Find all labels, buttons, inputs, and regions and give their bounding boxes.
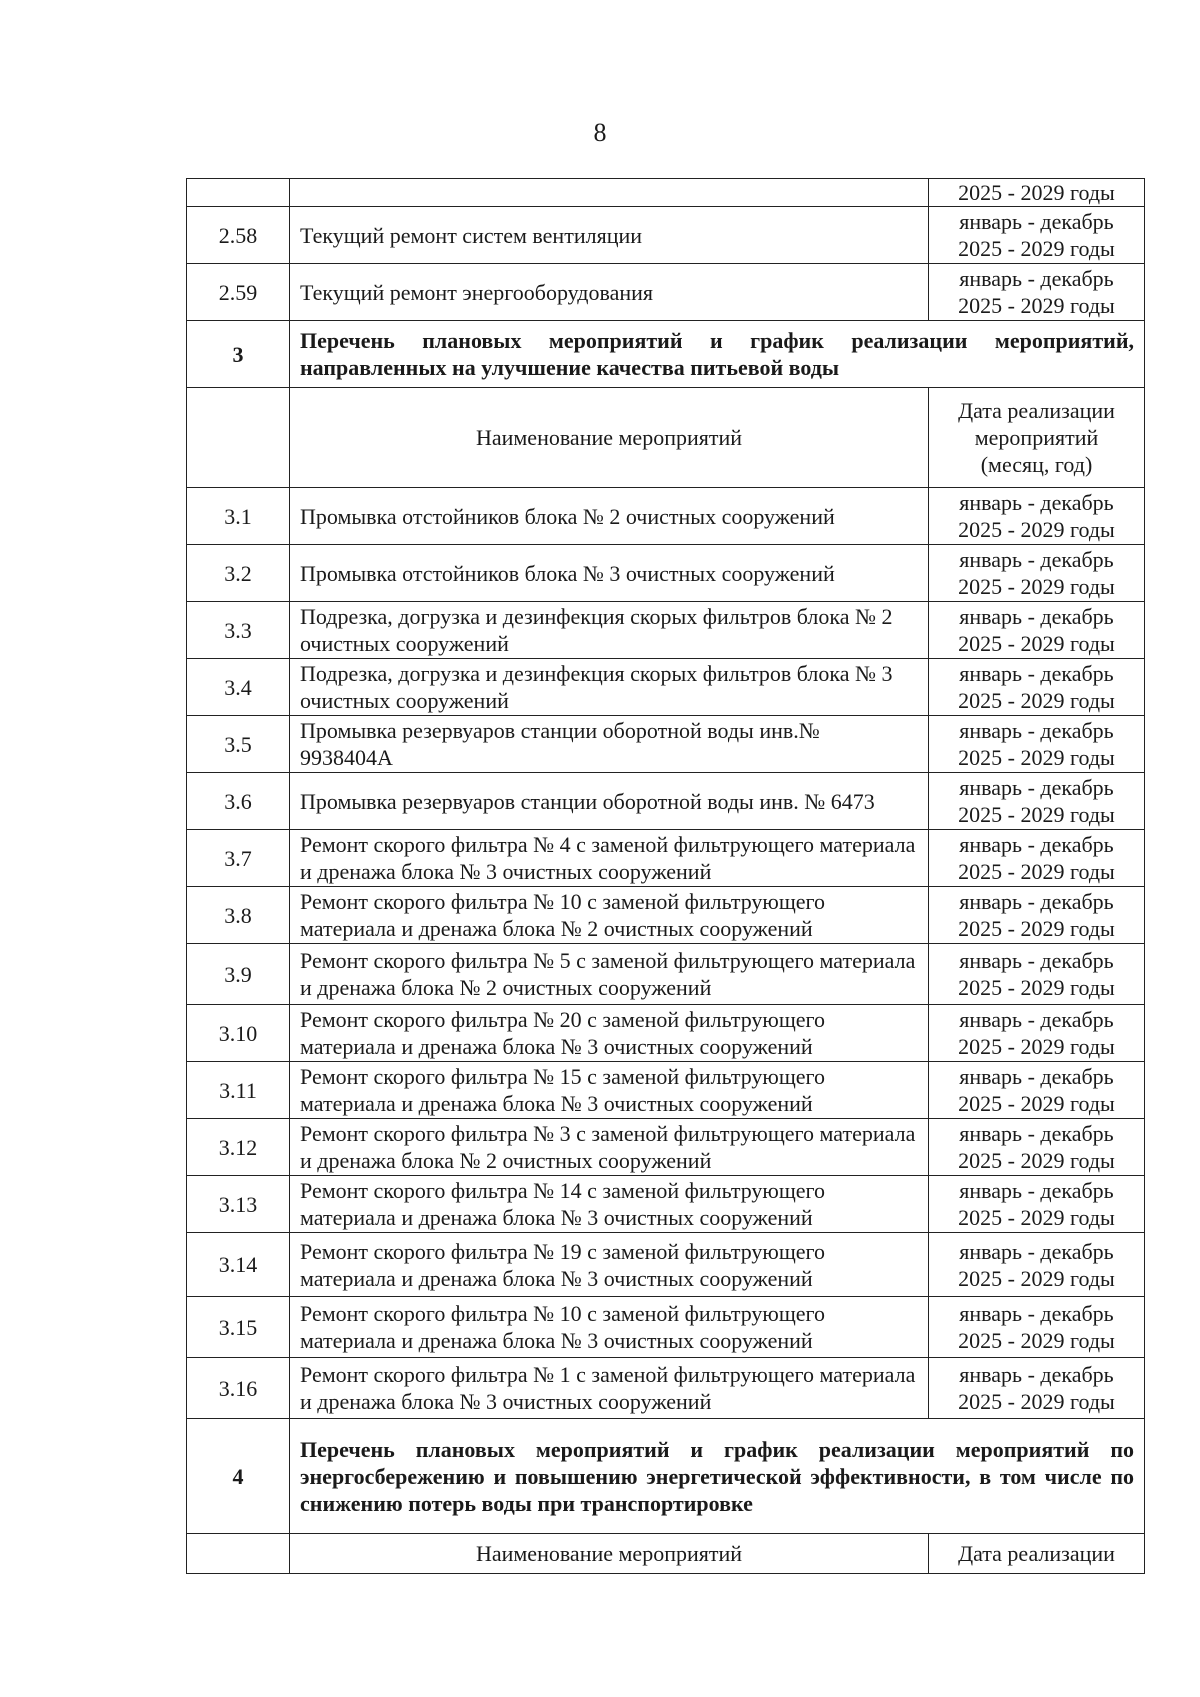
section-heading-row bbox=[187, 1419, 1145, 1534]
row-number bbox=[187, 179, 290, 207]
date-months: январь - декабрь bbox=[959, 718, 1114, 743]
header-name: Наименование мероприятий bbox=[290, 1534, 929, 1574]
row-date bbox=[929, 1176, 1145, 1233]
table-row bbox=[187, 659, 1145, 716]
date-years: 2025 - 2029 годы bbox=[958, 745, 1115, 770]
row-date bbox=[929, 1119, 1145, 1176]
date-years: 2025 - 2029 годы bbox=[958, 859, 1115, 884]
table-row bbox=[187, 1297, 1145, 1358]
row-name: Текущий ремонт систем вентиляции bbox=[290, 207, 929, 264]
row-date bbox=[929, 1358, 1145, 1419]
row-number: 3.5 bbox=[187, 716, 290, 773]
row-date bbox=[929, 944, 1145, 1005]
row-date bbox=[929, 545, 1145, 602]
row-number: 3.15 bbox=[187, 1297, 290, 1358]
date-years: 2025 - 2029 годы bbox=[958, 517, 1115, 542]
row-number: 3.12 bbox=[187, 1119, 290, 1176]
date-months: январь - декабрь bbox=[959, 889, 1114, 914]
table-row bbox=[187, 773, 1145, 830]
row-number: 3.10 bbox=[187, 1005, 290, 1062]
date-months: январь - декабрь bbox=[959, 948, 1114, 973]
row-number: 3.16 bbox=[187, 1358, 290, 1419]
section-title: Перечень плановых мероприятий и график реализации мероприятий по энергосбережению и повышению энергетической эффективности, в том числе по снижению потерь воды при транспортировке bbox=[290, 1419, 1145, 1534]
table-row bbox=[187, 264, 1145, 321]
date-years: 2025 - 2029 годы bbox=[958, 1091, 1115, 1116]
row-name: Ремонт скорого фильтра № 1 с заменой фильтрующего материала и дренажа блока № 3 очистных сооружений bbox=[290, 1358, 929, 1419]
row-date bbox=[929, 716, 1145, 773]
date-months: январь - декабрь bbox=[959, 661, 1114, 686]
row-name: Ремонт скорого фильтра № 19 с заменой фильтрующего материала и дренажа блока № 3 очистных сооружений bbox=[290, 1233, 929, 1297]
table-row bbox=[187, 716, 1145, 773]
date-months: январь - декабрь bbox=[959, 1238, 1114, 1264]
header-date: Дата реализации мероприятий (месяц, год) bbox=[929, 388, 1145, 488]
row-date bbox=[929, 1062, 1145, 1119]
date-months: январь - декабрь bbox=[959, 832, 1114, 857]
row-date bbox=[929, 1005, 1145, 1062]
table-row bbox=[187, 1176, 1145, 1233]
row-name: Ремонт скорого фильтра № 5 с заменой фильтрующего материала и дренажа блока № 2 очистных сооружений bbox=[290, 944, 929, 1005]
page-number: 8 bbox=[593, 118, 607, 147]
row-name: Ремонт скорого фильтра № 10 с заменой фильтрующего материала и дренажа блока № 2 очистных сооружений bbox=[290, 887, 929, 944]
row-number: 3.7 bbox=[187, 830, 290, 887]
column-header-row bbox=[187, 388, 1145, 488]
date-years: 2025 - 2029 годы bbox=[958, 574, 1115, 599]
row-date bbox=[929, 1233, 1145, 1297]
date-years: 2025 - 2029 годы bbox=[958, 180, 1115, 205]
activities-table bbox=[186, 178, 1145, 1574]
table-row bbox=[187, 887, 1145, 944]
table-row bbox=[187, 179, 1145, 207]
row-name: Промывка резервуаров станции оборотной воды инв. № 6473 bbox=[290, 773, 929, 830]
date-years: 2025 - 2029 годы bbox=[958, 236, 1115, 261]
row-date bbox=[929, 830, 1145, 887]
date-years: 2025 - 2029 годы bbox=[958, 1205, 1115, 1230]
date-months: январь - декабрь bbox=[959, 604, 1114, 629]
date-years: 2025 - 2029 годы bbox=[958, 1034, 1115, 1059]
row-date bbox=[929, 602, 1145, 659]
date-years: 2025 - 2029 годы bbox=[958, 1148, 1115, 1173]
row-name: Ремонт скорого фильтра № 4 с заменой фильтрующего материала и дренажа блока № 3 очистных сооружений bbox=[290, 830, 929, 887]
table-row bbox=[187, 1358, 1145, 1419]
table-row bbox=[187, 545, 1145, 602]
row-number: 3.9 bbox=[187, 944, 290, 1005]
row-date bbox=[929, 264, 1145, 321]
section-number: 3 bbox=[187, 321, 290, 388]
row-name: Ремонт скорого фильтра № 3 с заменой фильтрующего материала и дренажа блока № 2 очистных сооружений bbox=[290, 1119, 929, 1176]
table-row bbox=[187, 830, 1145, 887]
row-number: 3.13 bbox=[187, 1176, 290, 1233]
row-number: 3.6 bbox=[187, 773, 290, 830]
row-number: 2.59 bbox=[187, 264, 290, 321]
row-number: 3.3 bbox=[187, 602, 290, 659]
table-row bbox=[187, 602, 1145, 659]
row-name: Ремонт скорого фильтра № 14 с заменой фильтрующего материала и дренажа блока № 3 очистных сооружений bbox=[290, 1176, 929, 1233]
row-date bbox=[929, 887, 1145, 944]
date-months: январь - декабрь bbox=[959, 1064, 1114, 1089]
row-date bbox=[929, 773, 1145, 830]
section-number: 4 bbox=[187, 1419, 290, 1534]
date-years: 2025 - 2029 годы bbox=[958, 688, 1115, 713]
date-months: январь - декабрь bbox=[959, 490, 1114, 515]
row-name: Ремонт скорого фильтра № 10 с заменой фильтрующего материала и дренажа блока № 3 очистных сооружений bbox=[290, 1297, 929, 1358]
header-number-cell bbox=[187, 1534, 290, 1574]
row-name: Подрезка, догрузка и дезинфекция скорых фильтров блока № 2 очистных сооружений bbox=[290, 602, 929, 659]
date-years: 2025 - 2029 годы bbox=[958, 1389, 1115, 1414]
row-number: 3.11 bbox=[187, 1062, 290, 1119]
row-name: Промывка отстойников блока № 2 очистных сооружений bbox=[290, 488, 929, 545]
table-row bbox=[187, 1233, 1145, 1297]
section-heading-row bbox=[187, 321, 1145, 388]
date-months: январь - декабрь bbox=[959, 1301, 1114, 1326]
date-months: январь - декабрь bbox=[959, 266, 1114, 291]
date-years: 2025 - 2029 годы bbox=[958, 916, 1115, 941]
row-date bbox=[929, 488, 1145, 545]
table-row bbox=[187, 1062, 1145, 1119]
row-number: 3.2 bbox=[187, 545, 290, 602]
row-number: 3.1 bbox=[187, 488, 290, 545]
row-date bbox=[929, 179, 1145, 207]
row-number: 3.4 bbox=[187, 659, 290, 716]
row-name: Подрезка, догрузка и дезинфекция скорых фильтров блока № 3 очистных сооружений bbox=[290, 659, 929, 716]
row-date bbox=[929, 1297, 1145, 1358]
date-years: 2025 - 2029 годы bbox=[958, 1328, 1115, 1353]
header-date: Дата реализации bbox=[929, 1534, 1145, 1574]
table-row bbox=[187, 488, 1145, 545]
row-number: 3.8 bbox=[187, 887, 290, 944]
row-date bbox=[929, 207, 1145, 264]
column-header-row bbox=[187, 1534, 1145, 1574]
date-months: январь - декабрь bbox=[959, 547, 1114, 572]
row-name: Промывка отстойников блока № 3 очистных сооружений bbox=[290, 545, 929, 602]
table-row bbox=[187, 1119, 1145, 1176]
row-name: Текущий ремонт энергооборудования bbox=[290, 264, 929, 321]
date-years: 2025 - 2029 годы bbox=[958, 1265, 1115, 1291]
row-name bbox=[290, 179, 929, 207]
table-row bbox=[187, 1005, 1145, 1062]
date-months: январь - декабрь bbox=[959, 775, 1114, 800]
date-years: 2025 - 2029 годы bbox=[958, 631, 1115, 656]
date-months: январь - декабрь bbox=[959, 1178, 1114, 1203]
row-name: Ремонт скорого фильтра № 15 с заменой фильтрующего материала и дренажа блока № 3 очистных сооружений bbox=[290, 1062, 929, 1119]
date-years: 2025 - 2029 годы bbox=[958, 975, 1115, 1000]
header-number-cell bbox=[187, 388, 290, 488]
date-months: январь - декабрь bbox=[959, 1121, 1114, 1146]
table-row bbox=[187, 944, 1145, 1005]
date-months: январь - декабрь bbox=[959, 1362, 1114, 1387]
date-years: 2025 - 2029 годы bbox=[958, 293, 1115, 318]
table-row bbox=[187, 207, 1145, 264]
date-months: январь - декабрь bbox=[959, 1007, 1114, 1032]
row-date bbox=[929, 659, 1145, 716]
section-title: Перечень плановых мероприятий и график реализации мероприятий, направленных на улучшение качества питьевой воды bbox=[290, 321, 1145, 388]
row-number: 3.14 bbox=[187, 1233, 290, 1297]
row-name: Промывка резервуаров станции оборотной воды инв.№ 9938404А bbox=[290, 716, 929, 773]
row-name: Ремонт скорого фильтра № 20 с заменой фильтрующего материала и дренажа блока № 3 очистных сооружений bbox=[290, 1005, 929, 1062]
date-years: 2025 - 2029 годы bbox=[958, 802, 1115, 827]
date-months: январь - декабрь bbox=[959, 209, 1114, 234]
header-name: Наименование мероприятий bbox=[290, 388, 929, 488]
row-number: 2.58 bbox=[187, 207, 290, 264]
